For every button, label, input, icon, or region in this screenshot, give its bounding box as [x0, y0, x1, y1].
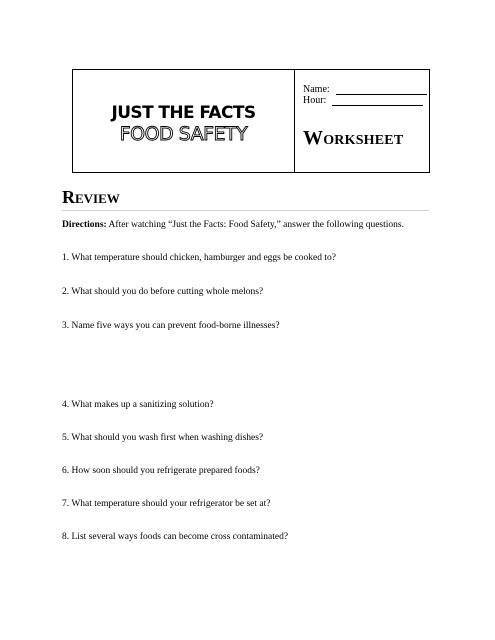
info-cell [295, 70, 429, 172]
question-6: 6. How soon should you refrigerate prepared foods? [62, 466, 260, 476]
question-5: 5. What should you wash first when washing dishes? [62, 433, 264, 443]
directions [62, 219, 407, 231]
question-7: 7. What temperature should your refrigerator be set at? [62, 499, 271, 509]
worksheet-title: Worksheet [303, 127, 404, 149]
hour-label: Hour: [303, 95, 327, 106]
name-field[interactable] [303, 84, 427, 95]
hour-field[interactable] [303, 95, 423, 106]
question-2: 2. What should you do before cutting whole melons? [62, 287, 264, 297]
title-just-the-facts: JUST THE FACTS [111, 103, 256, 123]
question-3: 3. Name five ways you can prevent food-borne illnesses? [62, 321, 280, 331]
question-8: 8. List several ways foods can become cross contaminated? [62, 532, 289, 542]
directions-label: Directions: [62, 220, 107, 230]
question-4: 4. What makes up a sanitizing solution? [62, 400, 214, 410]
directions-text: After watching “Just the Facts: Food Safety,” answer the following questions. [108, 220, 404, 230]
name-line[interactable] [336, 85, 427, 95]
question-1: 1. What temperature should chicken, hamburger and eggs be cooked to? [62, 253, 337, 263]
title-cell [73, 70, 295, 172]
hour-line[interactable] [332, 96, 423, 106]
title-food-safety: FOOD SAFETY [119, 123, 248, 145]
review-heading: Review [62, 187, 120, 207]
worksheet-header-box [72, 69, 430, 173]
section-divider [62, 210, 429, 211]
name-label: Name: [303, 84, 330, 95]
